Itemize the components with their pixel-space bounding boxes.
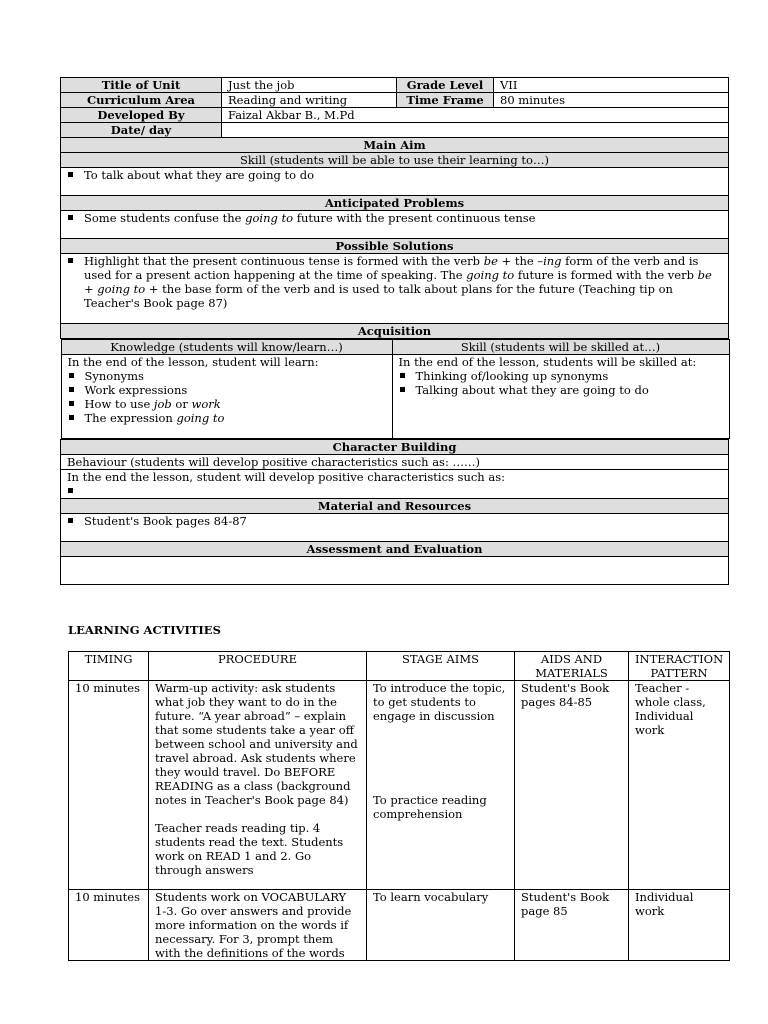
acquisition-heading: Acquisition — [61, 324, 729, 339]
date-day-value — [222, 123, 729, 138]
time-frame-value: 80 minutes — [494, 93, 729, 108]
materials-heading: Material and Resources — [61, 499, 729, 514]
skill-body — [392, 355, 729, 439]
col-aids: AIDS AND MATERIALS — [515, 652, 629, 681]
row-interaction: Teacher - whole class, Individual work — [629, 681, 730, 890]
materials-body — [61, 514, 729, 542]
main-aim-body — [61, 168, 729, 196]
character-behaviour: Behaviour (students will develop positive characteristics such as: ……) — [61, 455, 729, 470]
developed-by-label: Developed By — [61, 108, 222, 123]
table-row — [69, 890, 730, 961]
skill-item: Talking about what they are going to do — [399, 383, 723, 397]
row-timing: 10 minutes — [69, 890, 149, 961]
row-procedure: Students work on VOCABULARY 1-3. Go over answers and provide more information on the words if necessary. For 3, prompt them with the definitions of the words — [149, 890, 367, 961]
title-of-unit-value: Just the job — [222, 78, 397, 93]
col-procedure: PROCEDURE — [149, 652, 367, 681]
row-aids: Student's Book page 85 — [515, 890, 629, 961]
skill-item: Thinking of/looking up synonyms — [399, 369, 723, 383]
row-stage-aims: To introduce the topic, to get students to engage in discussion To practice reading comprehension — [367, 681, 515, 890]
main-aim-item: To talk about what they are going to do — [67, 168, 722, 182]
character-building-heading: Character Building — [61, 440, 729, 455]
skill-intro: In the end of the lesson, students will be skilled at: — [398, 355, 697, 369]
col-interaction: INTERACTION PATTERN — [629, 652, 730, 681]
knowledge-heading: Knowledge (students will know/learn…) — [61, 340, 392, 355]
anticipated-problems-body — [61, 211, 729, 239]
character-item — [67, 484, 722, 498]
knowledge-item: How to use job or work — [68, 397, 386, 411]
col-stage-aims: STAGE AIMS — [367, 652, 515, 681]
anticipated-problem-item: Some students confuse the going to future with the present continuous tense — [67, 211, 722, 225]
lesson-plan-table — [60, 77, 729, 585]
skill-heading: Skill (students will be skilled at…) — [392, 340, 729, 355]
assessment-body — [61, 557, 729, 585]
learning-activities-table — [68, 651, 730, 961]
materials-item: Student's Book pages 84-87 — [67, 514, 722, 528]
row-procedure: Warm-up activity: ask students what job they want to do in the future. “A year abroad” – explain that some students take a year off between school and university and travel abroad. Ask students where they would travel. Do BEFORE READING as a class (background notes in Teacher's Book page 84) Teacher reads reading tip. 4 students read the text. Students work on READ 1 and 2. Go through answers — [149, 681, 367, 890]
anticipated-problems-heading: Anticipated Problems — [61, 196, 729, 211]
row-aids: Student's Book pages 84-85 — [515, 681, 629, 890]
knowledge-body — [61, 355, 392, 439]
table-row — [69, 681, 730, 890]
date-day-label: Date/ day — [61, 123, 222, 138]
assessment-heading: Assessment and Evaluation — [61, 542, 729, 557]
developed-by-value: Faizal Akbar B., M.Pd — [222, 108, 729, 123]
col-timing: TIMING — [69, 652, 149, 681]
main-aim-subheading: Skill (students will be able to use their learning to…) — [61, 153, 729, 168]
curriculum-area-value: Reading and writing — [222, 93, 397, 108]
possible-solutions-body — [61, 254, 729, 324]
possible-solutions-heading: Possible Solutions — [61, 239, 729, 254]
character-body — [61, 470, 729, 499]
row-stage-aims: To learn vocabulary — [367, 890, 515, 961]
time-frame-label: Time Frame — [397, 93, 494, 108]
title-of-unit-label: Title of Unit — [61, 78, 222, 93]
knowledge-item: The expression going to — [68, 411, 386, 425]
knowledge-item: Work expressions — [68, 383, 386, 397]
possible-solution-item: Highlight that the present continuous tense is formed with the verb be + the –ing form of the verb and is used for a present action happening at the time of speaking. The going to future is formed with the verb be + going to + the base form of the verb and is used to talk about plans for the future (Teaching tip on Teacher's Book page 87) — [67, 254, 722, 310]
acquisition-table — [61, 339, 730, 439]
character-intro: In the end the lesson, student will develop positive characteristics such as: — [67, 470, 506, 484]
grade-level-label: Grade Level — [397, 78, 494, 93]
curriculum-area-label: Curriculum Area — [61, 93, 222, 108]
main-aim-heading: Main Aim — [61, 138, 729, 153]
knowledge-item: Synonyms — [68, 369, 386, 383]
knowledge-intro: In the end of the lesson, student will learn: — [67, 355, 319, 369]
row-timing: 10 minutes — [69, 681, 149, 890]
grade-level-value: VII — [494, 78, 729, 93]
row-interaction: Individual work — [629, 890, 730, 961]
learning-activities-heading: LEARNING ACTIVITIES — [68, 623, 221, 637]
